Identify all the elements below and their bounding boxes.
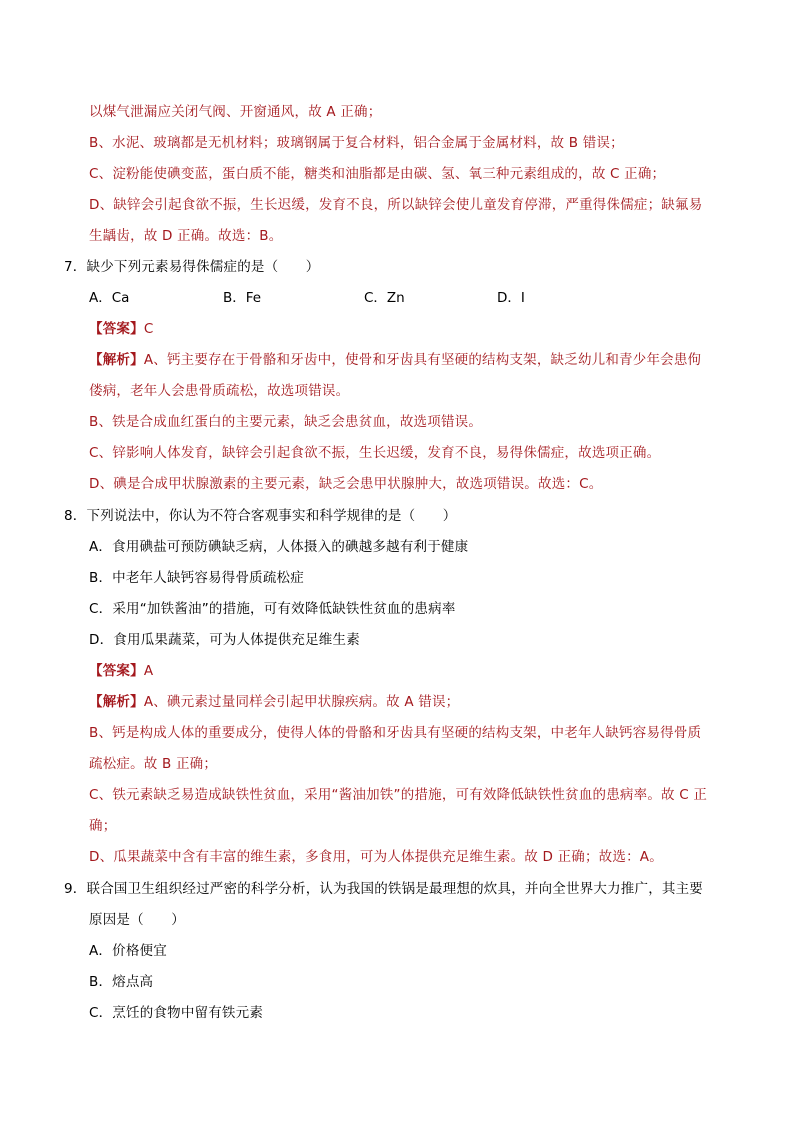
question-8-analysis-3: 疏松症。故 B 正确； [89, 756, 218, 772]
question-7-answer [89, 319, 153, 339]
question-7-analysis-3: B、铁是合成血红蛋白的主要元素，缺乏会患贫血，故选项错误。 [89, 414, 483, 430]
intro-line-2: B、水泥、玻璃都是无机材料；玻璃钢属于复合材料，铝合金属于金属材料，故 B 错误； [89, 135, 624, 151]
question-8-stem: 8．下列说法中，你认为不符合客观事实和科学规律的是（ ） [64, 508, 457, 524]
question-8-analysis-4: C、铁元素缺乏易造成缺铁性贫血，采用“酱油加铁”的措施，可有效降低缺铁性贫血的患病率。故 C 正 [89, 787, 708, 803]
question-7-analysis-4: C、锌影响人体发育，缺锌会引起食欲不振，生长迟缓，发育不良，易得侏儒症，故选项正确。 [89, 445, 661, 461]
question-7-option-d: D．I [497, 290, 525, 306]
question-8-analysis-5: 确； [89, 818, 117, 834]
analysis-label: 【解析】 [89, 694, 144, 710]
intro-line-1: 以煤气泄漏应关闭气阀、开窗通风，故 A 正确； [89, 104, 382, 120]
question-8-option-b: B．中老年人缺钙容易得骨质疏松症 [89, 570, 304, 586]
question-8-option-c: C．采用“加铁酱油”的措施，可有效降低缺铁性贫血的患病率 [89, 601, 456, 617]
answer-label: 【答案】 [89, 321, 144, 337]
question-7-option-b: B．Fe [223, 290, 262, 306]
intro-line-3: C、淀粉能使碘变蓝，蛋白质不能，糖类和油脂都是由碳、氢、氧三种元素组成的，故 C 正确； [89, 166, 666, 182]
intro-line-4: D、缺锌会引起食欲不振，生长迟缓，发育不良，所以缺锌会使儿童发育停滞，严重得侏儒症；缺氟易 [89, 197, 703, 213]
question-7-analysis-1 [89, 350, 701, 370]
question-8-analysis-1 [89, 692, 459, 712]
analysis-label: 【解析】 [89, 352, 144, 368]
question-9-stem-2: 原因是（ ） [89, 912, 185, 928]
answer-value: C [143, 321, 154, 337]
question-8-option-d: D．食用瓜果蔬菜，可为人体提供充足维生素 [89, 632, 360, 648]
answer-value: A [143, 663, 154, 679]
question-8-answer [89, 661, 153, 681]
question-7-option-a: A．Ca [89, 290, 130, 306]
analysis-text: A、碘元素过量同样会引起甲状腺疾病。故 A 错误； [143, 694, 460, 710]
question-9-option-c: C．烹饪的食物中留有铁元素 [89, 1005, 264, 1021]
question-8-analysis-2: B、钙是构成人体的重要成分，使得人体的骨骼和牙齿具有坚硬的结构支架，中老年人缺钙容易得骨质 [89, 725, 702, 741]
answer-label: 【答案】 [89, 663, 144, 679]
analysis-text: A、钙主要存在于骨骼和牙齿中，使骨和牙齿具有坚硬的结构支架，缺乏幼儿和青少年会患佝 [143, 352, 702, 368]
question-7-analysis-2: 偻病，老年人会患骨质疏松，故选项错误。 [89, 383, 350, 399]
question-9-option-a: A．价格便宜 [89, 943, 167, 959]
question-7-stem: 7．缺少下列元素易得侏儒症的是（ ） [64, 259, 320, 275]
question-7-analysis-5: D、碘是合成甲状腺激素的主要元素，缺乏会患甲状腺肿大，故选项错误。故选：C。 [89, 476, 603, 492]
question-8-analysis-6: D、瓜果蔬菜中含有丰富的维生素，多食用，可为人体提供充足维生素。故 D 正确；故选：A。 [89, 849, 663, 865]
intro-line-5: 生龋齿，故 D 正确。故选：B。 [89, 228, 283, 244]
question-9-stem-1: 9．联合国卫生组织经过严密的科学分析，认为我国的铁锅是最理想的炊具，并向全世界大力推广，其主要 [64, 881, 703, 897]
question-9-option-b: B．熔点高 [89, 974, 154, 990]
question-7-option-c: C．Zn [364, 290, 405, 306]
question-8-option-a: A．食用碘盐可预防碘缺乏病，人体摄入的碘越多越有利于健康 [89, 539, 469, 555]
